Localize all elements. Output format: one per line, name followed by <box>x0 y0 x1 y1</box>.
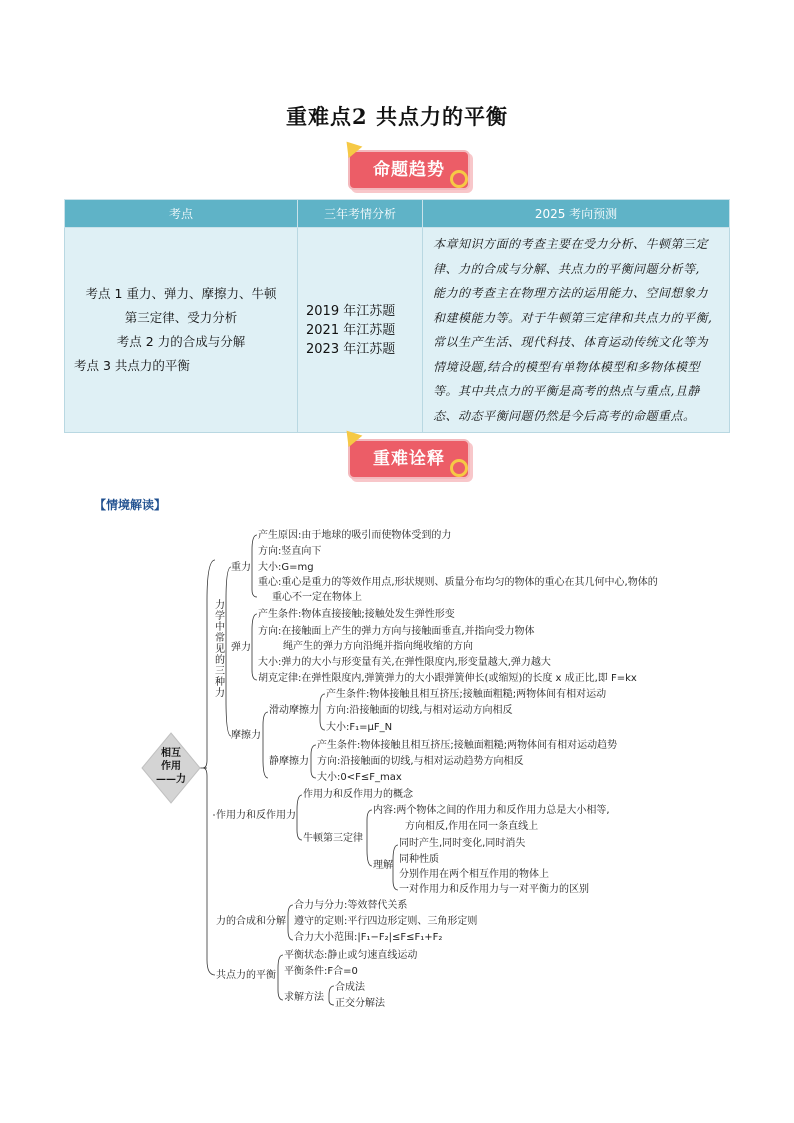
gravity-center-cont: 重心不一定在物体上 <box>272 592 362 603</box>
center-text: 相互 <box>161 748 181 759</box>
hooke-law: 胡克定律:在弹性限度内,弹簧弹力的大小跟弹簧伸长(或缩短)的长度 x 成正比,即 F=kx <box>258 673 637 684</box>
year-2023: 2023 年江苏题 <box>306 341 396 357</box>
composition-label: 力的合成和分解 <box>216 916 286 927</box>
composition-r1: 合力与分力:等效替代关系 <box>294 900 408 911</box>
center-text: 作用 <box>161 761 181 772</box>
elastic-direction-rope: 绳产生的弹力方向沿绳并指向绳收缩的方向 <box>283 641 473 652</box>
composition-r3: 合力大小范围:|F₁−F₂|≤F≤F₁+F₂ <box>294 932 443 943</box>
action-reaction-label: 作用力和反作用力 <box>216 810 296 821</box>
forecast-line: 态、动态平衡问题仍然是今后高考的命题重点。 <box>433 408 696 423</box>
gravity-magnitude: 大小:G=mg <box>258 562 314 573</box>
equilibrium-label: 共点力的平衡 <box>216 970 276 981</box>
kaodian-2: 考点 2 力的合成与分解 <box>116 334 246 349</box>
understand-4: 一对作用力和反作用力与一对平衡力的区别 <box>399 884 589 895</box>
year-2019: 2019 年江苏题 <box>306 303 396 319</box>
forecast-line: 情境设题,结合的模型有单物体模型和多物体模型 <box>433 359 700 374</box>
elastic-magnitude: 大小:弹力的大小与形变量有关,在弹性限度内,形变量越大,弹力越大 <box>258 657 551 668</box>
understand-2: 同种性质 <box>399 854 439 865</box>
kaodian-1: 考点 1 重力、弹力、摩擦力、牛顿 <box>85 286 277 301</box>
method-synthesis: 合成法 <box>335 982 365 993</box>
three-forces-label: 力学中常见的三种力 <box>215 600 225 699</box>
kaodian-1-cont: 第三定律、受力分析 <box>124 310 238 325</box>
gravity-origin: 产生原因:由于地球的吸引而使物体受到的力 <box>258 530 452 541</box>
sliding-direction: 方向:沿接触面的切线,与相对运动方向相反 <box>326 705 513 716</box>
banner-label: 重难诠释 <box>373 449 445 469</box>
friction-label: 摩擦力 <box>231 730 261 741</box>
elastic-condition: 产生条件:物体直接接触;接触处发生弹性形变 <box>258 609 455 620</box>
header-kaodian: 考点 <box>65 200 298 228</box>
center-node <box>142 733 200 803</box>
method-label: 求解方法 <box>284 992 324 1003</box>
static-condition: 产生条件:物体接触且相互挤压;接触面粗糙;两物体间有相对运动趋势 <box>317 740 618 751</box>
gravity-center: 重心:重心是重力的等效作用点,形状规则、质量分布均匀的物体的重心在其几何中心,物体的 <box>258 577 658 588</box>
forecast-line: 和建模能力等。对于牛顿第三定律和共点力的平衡, <box>433 310 713 325</box>
equilibrium-state: 平衡状态:静止或匀速直线运动 <box>284 950 418 961</box>
forecast-line: 等。其中共点力的平衡是高考的热点与重点,且静 <box>433 384 700 398</box>
center-text: ——力 <box>156 774 186 785</box>
static-direction: 方向:沿接触面的切线,与相对运动趋势方向相反 <box>317 756 524 767</box>
understand-label: 理解 <box>373 860 393 871</box>
sliding-magnitude: 大小:F₁=μF_N <box>326 722 393 733</box>
banner-label: 命题趋势 <box>373 160 445 180</box>
understand-1: 同时产生,同时变化,同时消失 <box>399 838 526 849</box>
kaodian-3: 考点 3 共点力的平衡 <box>74 358 190 373</box>
gravity-direction: 方向:竖直向下 <box>258 546 322 557</box>
elastic-label: 弹力 <box>231 642 251 653</box>
sliding-condition: 产生条件:物体接触且相互挤压;接触面粗糙;两物体间有相对运动 <box>326 689 607 700</box>
static-magnitude: 大小:0<F≤F_max <box>317 772 402 783</box>
composition-r2: 遵守的定则:平行四边形定则、三角形定则 <box>294 916 478 927</box>
equilibrium-condition: 平衡条件:F合=0 <box>284 966 358 977</box>
forecast-line: 常以生产生活、现代科技、体育运动传统文化等为 <box>433 335 709 349</box>
elastic-direction: 方向:在接触面上产生的弹力方向与接触面垂直,并指向受力物体 <box>258 626 535 637</box>
understand-3: 分别作用在两个相互作用的物体上 <box>399 869 549 880</box>
newton3-content: 内容:两个物体之间的作用力和反作用力总是大小相等, <box>373 805 610 816</box>
action-concept: 作用力和反作用力的概念 <box>303 789 413 800</box>
newton3-label: 牛顿第三定律 <box>303 833 363 844</box>
sliding-label: 滑动摩擦力 <box>269 705 319 716</box>
section-label: 【情境解读】 <box>94 498 167 512</box>
page-title: 重难点2 共点力的平衡 <box>286 104 508 129</box>
static-label: 静摩擦力 <box>269 756 309 767</box>
forecast-line: 律、力的合成与分解、共点力的平衡问题分析等, <box>433 261 700 276</box>
method-orthogonal: 正交分解法 <box>335 998 385 1009</box>
header-analysis: 三年考情分析 <box>298 200 423 228</box>
forecast-line: 本章知识方面的考查主要在受力分析、牛顿第三定 <box>433 237 709 251</box>
newton3-content-cont: 方向相反,作用在同一条直线上 <box>405 821 539 832</box>
forecast-line: 能力的考查主在物理方法的运用能力、空间想象力 <box>433 286 709 300</box>
year-2021: 2021 年江苏题 <box>306 322 396 338</box>
gravity-label: 重力 <box>231 562 251 573</box>
header-forecast: 2025 考向预测 <box>423 200 730 228</box>
